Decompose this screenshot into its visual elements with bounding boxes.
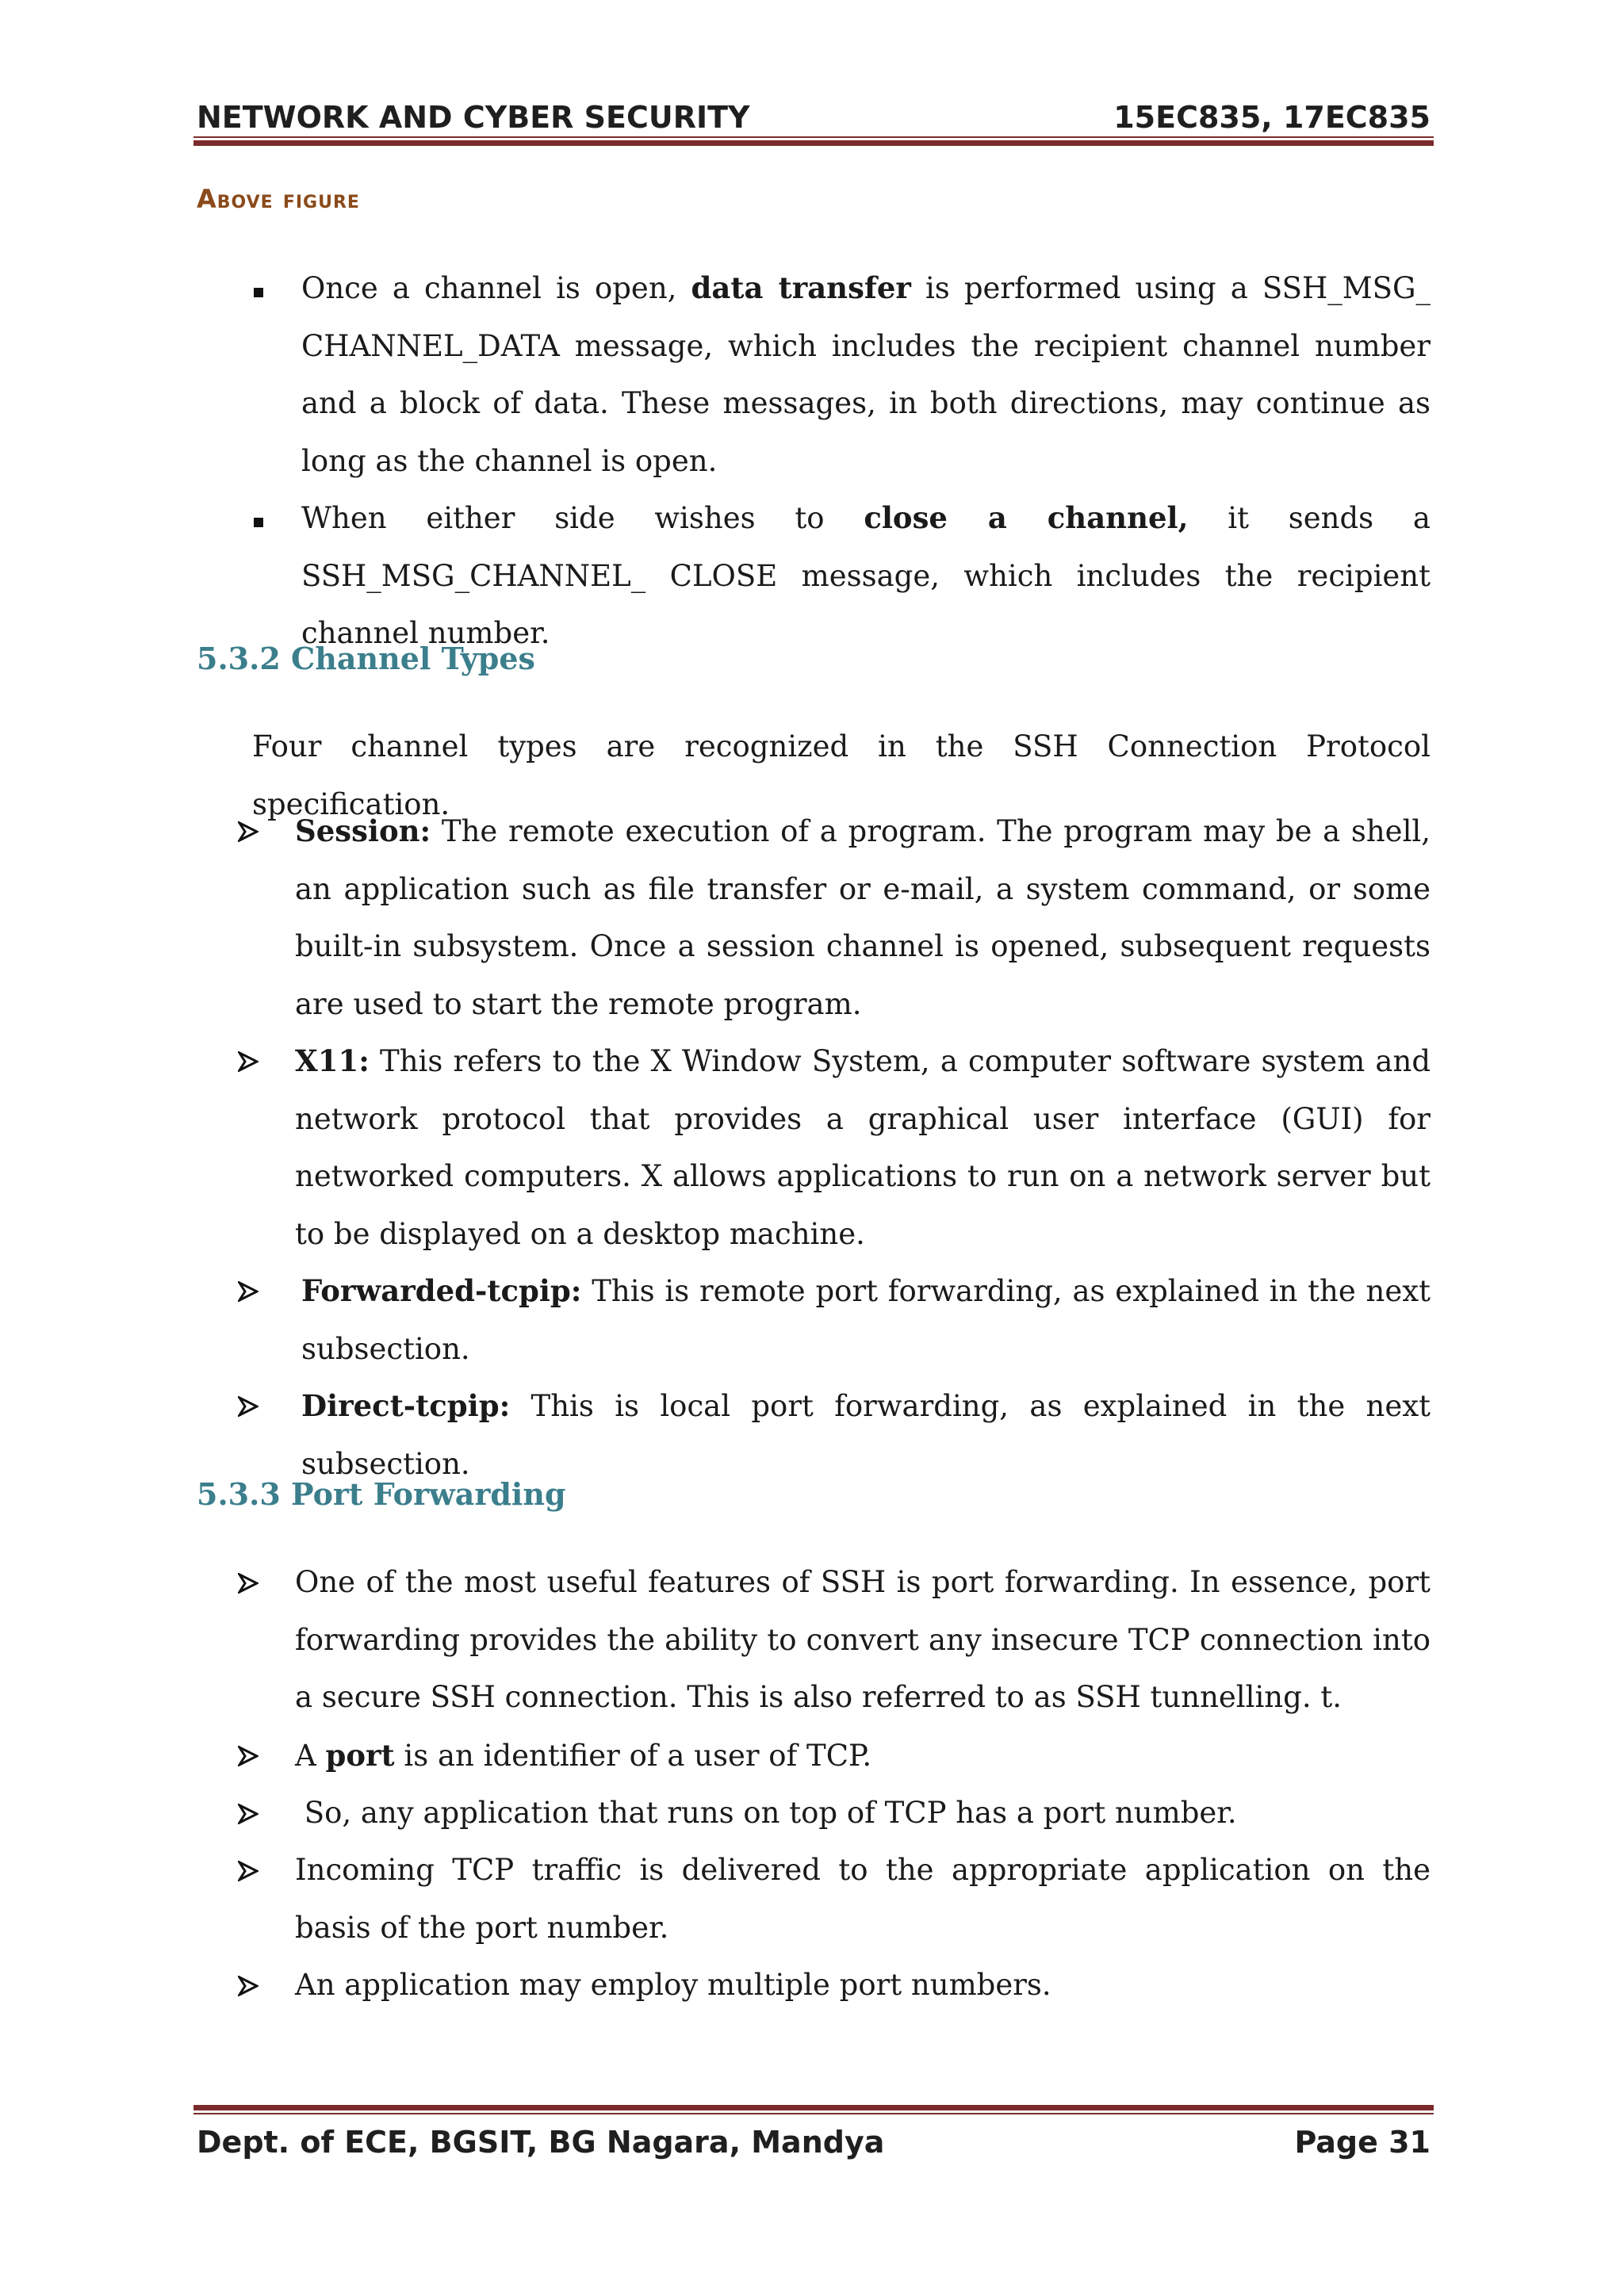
arrow-bullet-icon (238, 1727, 270, 1786)
footer-dept: Dept. of ECE, BGSIT, BG Nagara, Mandya (197, 2125, 885, 2160)
arrow-bullet-icon (238, 1785, 270, 1844)
square-bullet-icon (238, 259, 270, 317)
footer-page-number: Page 31 (1294, 2125, 1431, 2160)
arrow-bullet-icon (238, 1377, 270, 1437)
list-item-text: So, any application that runs on top of TCP has a port number. (295, 1796, 1237, 1830)
section-heading-port-forwarding: 5.3.3 Port Forwarding (197, 1476, 566, 1512)
list-item-text: X11: This refers to the X Window System, a computer software system and network protocol that provides a graphical user interface (GUI) for networked computers. X allows applications to run on a network server but to be displayed on a desktop machine. (295, 1043, 1431, 1251)
paragraph: Four channel types are recognized in the SSH Connection Protocol specification. (252, 729, 1431, 821)
list-item-text: One of the most useful features of SSH is port forwarding. In essence, port forwarding provides the ability to convert any insecure TCP connection into a secure SSH connection. This is also referred to as SSH tunnelling. t. (295, 1565, 1431, 1714)
arrow-bullet-icon (238, 802, 270, 862)
list-item-text: When either side wishes to close a channel, it sends a SSH_MSG_CHANNEL_ CLOSE message, which includes the recipient channel number. (301, 500, 1431, 650)
list-item-text: Forwarded-tcpip: This is remote port forwarding, as explained in the next subsection. (301, 1273, 1431, 1366)
arrow-bullet-icon (238, 1554, 270, 1613)
arrow-bullet-icon (238, 1842, 270, 1901)
list-item-text: Once a channel is open, data transfer is performed using a SSH_MSG_ CHANNEL_DATA message, which includes the recipient channel number and a block of data. These messages, in both directions, may continue as long as the channel is open. (301, 270, 1431, 478)
header-title: NETWORK AND CYBER SECURITY (197, 100, 750, 135)
header-course-codes: 15EC835, 17EC835 (1113, 100, 1431, 135)
footer-rule-thin (193, 2113, 1434, 2114)
arrow-bullet-icon (238, 1032, 270, 1092)
list-item-text: Direct-tcpip: This is local port forwarding, as explained in the next subsection. (301, 1388, 1431, 1481)
page-footer (197, 2125, 1431, 2172)
list-item-text: Session: The remote execution of a program. The program may be a shell, an application such as file transfer or e-mail, a system command, or some built-in subsystem. Once a session channel is opened, subsequent requests are used to start the remote program. (295, 813, 1431, 1021)
list-item (238, 259, 1431, 489)
arrow-bullet-icon (238, 1262, 270, 1322)
subheading-above-figure: Above figure (197, 184, 360, 214)
list-item-text: Incoming TCP traffic is delivered to the appropriate application on the basis of the port number. (295, 1853, 1431, 1945)
section-heading-channel-types: 5.3.2 Channel Types (197, 641, 535, 676)
header-rule-thin (193, 136, 1434, 138)
list-item-text: An application may employ multiple port numbers. (295, 1968, 1051, 2002)
page-header (197, 94, 1431, 141)
list-item-text: A port is an identifier of a user of TCP. (295, 1738, 872, 1773)
footer-rule-thick (193, 2105, 1434, 2110)
list-item (238, 489, 1431, 650)
square-bullet-icon (238, 489, 270, 547)
header-rule-thick (193, 140, 1434, 146)
arrow-bullet-icon (238, 1957, 270, 2016)
